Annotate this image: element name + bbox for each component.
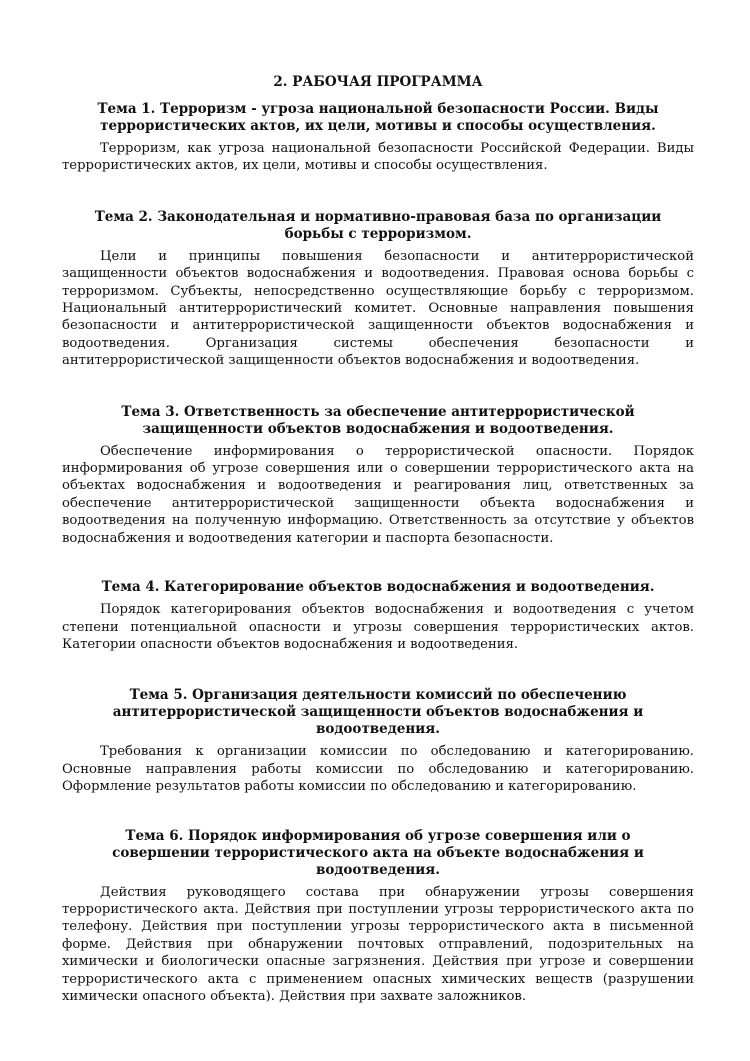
topic-6 <box>62 828 694 1006</box>
topic-1 <box>62 101 694 175</box>
topic-body: Порядок категорирования объектов водоснабжения и водоотведения с учетом степени потенциальной опасности и угрозы совершения террористических актов. Категории опасности объектов водоснабжения и водоотведения. <box>62 602 694 652</box>
topic-title: Тема 2. Законодательная и нормативно-правовая база по организации борьбы с терроризмом. <box>94 208 662 242</box>
topic-title: Тема 3. Ответственность за обеспечение антитеррористической защищенности объектов водоснабжения и водоотведения. <box>121 403 635 437</box>
topic-title: Тема 1. Терроризм - угроза национальной безопасности России. Виды террористических актов, их цели, мотивы и способы осуществления. <box>97 101 659 134</box>
section-title: 2. РАБОЧАЯ ПРОГРАММА <box>273 74 483 90</box>
topic-title: Тема 5. Организация деятельности комиссий по обеспечению антитеррористической защищенности объектов водоснабжения и водоотведения. <box>112 687 644 738</box>
topic-3 <box>62 404 694 547</box>
topic-title: Тема 6. Порядок информирования об угрозе совершения или о совершении террористического акта на объекте водоснабжения и водоотведения. <box>112 827 644 878</box>
topic-body: Требования к организации комиссии по обследованию и категорированию. Основные направления работы комиссии по обследованию и категорированию. Оформление результатов работы комиссии по обследованию и категорированию. <box>62 744 694 795</box>
topic-body: Обеспечение информирования о террористической опасности. Порядок информирования об угрозе совершения или о совершении террористического акта на объектах водоснабжения и водоотведения и реагирования лиц, ответственных за обеспечение антитеррористической защищенности объекта водоснабжения и водоотведения на полученную информацию. Ответственность за отсутствие у объектов водоснабжения и водоотведения категории и паспорта безопасности. <box>62 443 694 546</box>
topic-5 <box>62 687 694 795</box>
topic-2 <box>62 209 694 370</box>
topic-body: Действия руководящего состава при обнаружении угрозы совершения террористического акта. Действия при поступлении угрозы террористического акта по телефону. Действия при поступлении угрозы террористического акта в письменной форме. Действия при обнаружении почтовых отправлений, подозрительных на химически и биологически опасные загрязнения. Действия при угрозе и совершении террористического акта с применением опасных химических веществ (разрушении химически опасного объекта). Действия при захвате заложников. <box>62 884 694 1004</box>
topic-title: Тема 4. Категорирование объектов водоснабжения и водоотведения. <box>101 579 655 596</box>
topic-body: Терроризм, как угроза национальной безопасности Российской Федерации. Виды террористических актов, их цели, мотивы и способы осуществления. <box>62 141 694 174</box>
topic-body: Цели и принципы повышения безопасности и антитеррористической защищенности объектов водоснабжения и водоотведения. Правовая основа борьбы с терроризмом. Субъекты, непосредственно осуществляющие борьбу с терроризмом. Национальный антитеррористический комитет. Основные направления повышения безопасности и антитеррористической защищенности объектов водоснабжения и водоотведения. Организация системы обеспечения безопасности и антитеррористической защищенности объектов водоснабжения и водоотведения. <box>62 248 694 369</box>
topic-4 <box>62 579 694 653</box>
